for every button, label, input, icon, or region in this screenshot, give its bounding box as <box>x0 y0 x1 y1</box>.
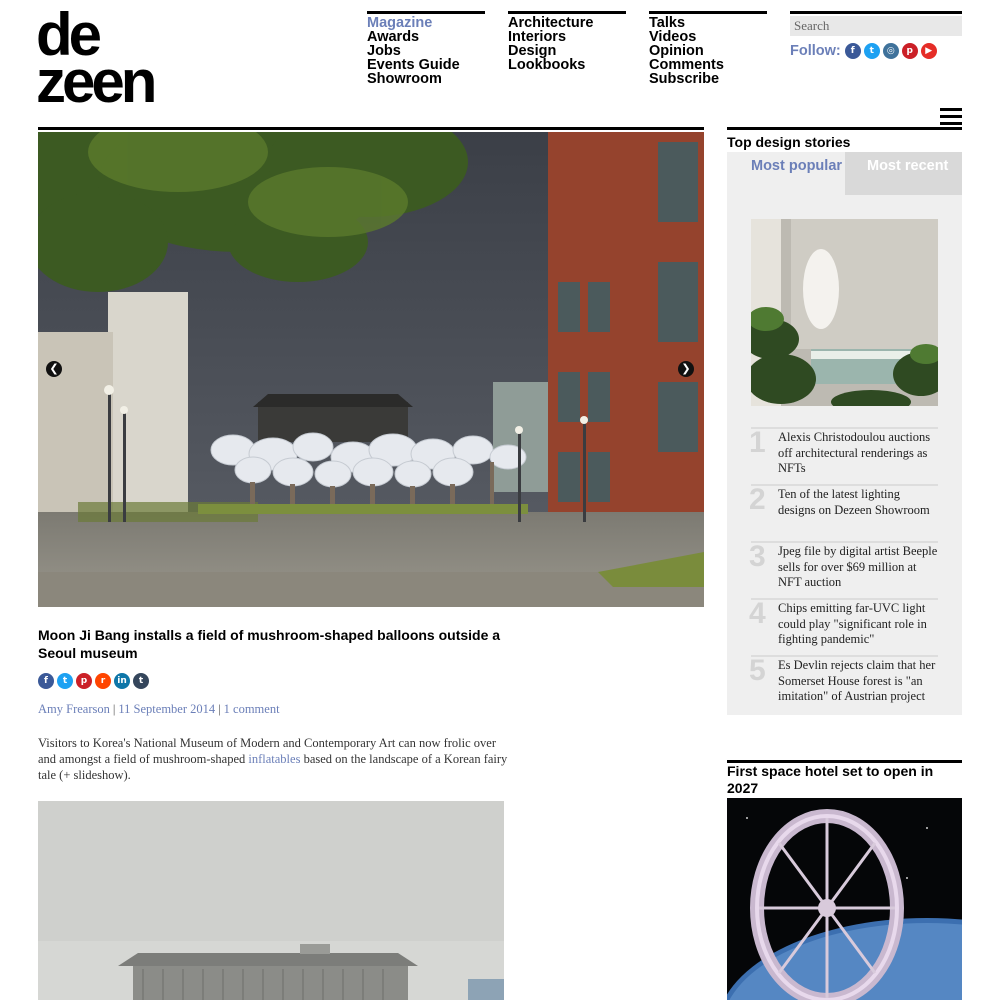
promo-image[interactable] <box>727 798 962 1000</box>
story-headline[interactable]: Chips emitting far-UVC light could play "significant role in fighting pandemic" <box>778 601 927 646</box>
hamburger-bar <box>940 122 962 125</box>
sidebar-top-rule <box>727 127 962 130</box>
top-story-item-5[interactable] <box>751 655 938 711</box>
nav-column-2 <box>508 11 626 72</box>
story-headline[interactable]: Jpeg file by digital artist Beeple sells for over $69 million at NFT auction <box>778 544 938 589</box>
follow-bar <box>790 42 940 60</box>
top-story-image[interactable] <box>751 219 938 406</box>
share-bar <box>38 673 152 689</box>
inflatables-link[interactable]: inflatables <box>248 752 301 766</box>
top-story-item-3[interactable] <box>751 541 938 597</box>
comments-link[interactable]: 1 comment <box>223 702 280 716</box>
logo-line-1: de <box>36 1 99 68</box>
nav-videos[interactable]: Videos <box>649 29 697 45</box>
nav-column-1 <box>367 11 485 86</box>
slideshow-next-button[interactable]: ❯ <box>678 361 694 377</box>
nav-comments[interactable]: Comments <box>649 57 724 73</box>
story-headline[interactable]: Ten of the latest lighting designs on Dezeen Showroom <box>778 487 930 517</box>
intro-text-end: based on the landscape of a Korean fairy tale (+ slideshow). <box>38 752 508 782</box>
youtube-icon[interactable]: ▶ <box>921 43 937 59</box>
intro-text-start: Visitors to Korea's National Museum of Modern and Contemporary Art can now frolic over and amongst a field of mushroom-shaped <box>38 736 496 766</box>
linkedin-share-icon[interactable]: in <box>114 673 130 689</box>
follow-label: Follow: <box>790 43 841 59</box>
nav-events-guide[interactable]: Events Guide <box>367 57 460 73</box>
story-rank: 1 <box>749 426 766 459</box>
tab-most-popular[interactable]: Most popular <box>727 152 845 195</box>
top-story-item-2[interactable] <box>751 484 938 540</box>
nav-magazine[interactable]: Magazine <box>367 15 433 31</box>
body-image-graphic <box>38 801 504 1000</box>
hero-top-rule <box>38 127 704 130</box>
dezeen-logo[interactable] <box>36 1 226 115</box>
facebook-share-icon[interactable]: f <box>38 673 54 689</box>
nav-opinion[interactable]: Opinion <box>649 43 704 59</box>
nav-interiors[interactable]: Interiors <box>508 29 567 45</box>
article-body-image[interactable] <box>38 801 504 1000</box>
date-link[interactable]: 11 September 2014 <box>118 702 216 716</box>
story-headline[interactable]: Es Devlin rejects claim that her Somerset House forest is "an imitation" of Austrian project <box>778 658 936 703</box>
hero-image <box>38 132 704 607</box>
promo-title[interactable]: First space hotel set to open in 2027 <box>727 763 934 796</box>
promo-image-graphic <box>727 798 962 1000</box>
pinterest-share-icon[interactable]: p <box>76 673 92 689</box>
pinterest-icon[interactable]: p <box>902 43 918 59</box>
nav-talks[interactable]: Talks <box>649 15 686 31</box>
nav-architecture[interactable]: Architecture <box>508 15 594 31</box>
top-story-image-graphic <box>751 219 938 406</box>
nav-showroom[interactable]: Showroom <box>367 71 442 87</box>
article-title[interactable]: Moon Ji Bang installs a field of mushroom-shaped balloons outside a Seoul museum <box>38 627 501 661</box>
reddit-share-icon[interactable]: r <box>95 673 111 689</box>
logo-line-2: zeen <box>36 48 154 115</box>
hamburger-bar <box>940 108 962 111</box>
top-story-item-1[interactable] <box>751 427 938 483</box>
hero-slideshow[interactable] <box>38 132 704 607</box>
search-input[interactable] <box>790 16 962 36</box>
nav-subscribe[interactable]: Subscribe <box>649 71 720 87</box>
story-rank: 2 <box>749 483 766 516</box>
story-rank: 3 <box>749 540 766 573</box>
story-headline[interactable]: Alexis Christodoulou auctions off architectural renderings as NFTs <box>778 430 931 475</box>
nav-jobs[interactable]: Jobs <box>367 43 401 59</box>
twitter-share-icon[interactable]: t <box>57 673 73 689</box>
author-link[interactable]: Amy Frearson <box>38 702 110 716</box>
nav-awards[interactable]: Awards <box>367 29 420 45</box>
top-story-item-4[interactable] <box>751 598 938 654</box>
tab-most-recent[interactable]: Most recent <box>845 152 962 195</box>
nav-design[interactable]: Design <box>508 43 557 59</box>
hamburger-bar <box>940 115 962 118</box>
search-container <box>790 11 962 36</box>
facebook-icon[interactable]: f <box>845 43 861 59</box>
twitter-icon[interactable]: t <box>864 43 880 59</box>
nav-column-3 <box>649 11 767 86</box>
top-stories-heading: Top design stories <box>727 134 851 150</box>
story-rank: 5 <box>749 654 766 687</box>
article-intro <box>38 735 508 783</box>
instagram-icon[interactable]: ◎ <box>883 43 899 59</box>
tumblr-share-icon[interactable]: t <box>133 673 149 689</box>
story-rank: 4 <box>749 597 766 630</box>
nav-lookbooks[interactable]: Lookbooks <box>508 57 586 73</box>
article-meta: Amy Frearson | 11 September 2014 | 1 comment <box>38 702 280 716</box>
menu-hamburger-icon[interactable] <box>940 108 962 128</box>
slideshow-prev-button[interactable]: ❮ <box>46 361 62 377</box>
